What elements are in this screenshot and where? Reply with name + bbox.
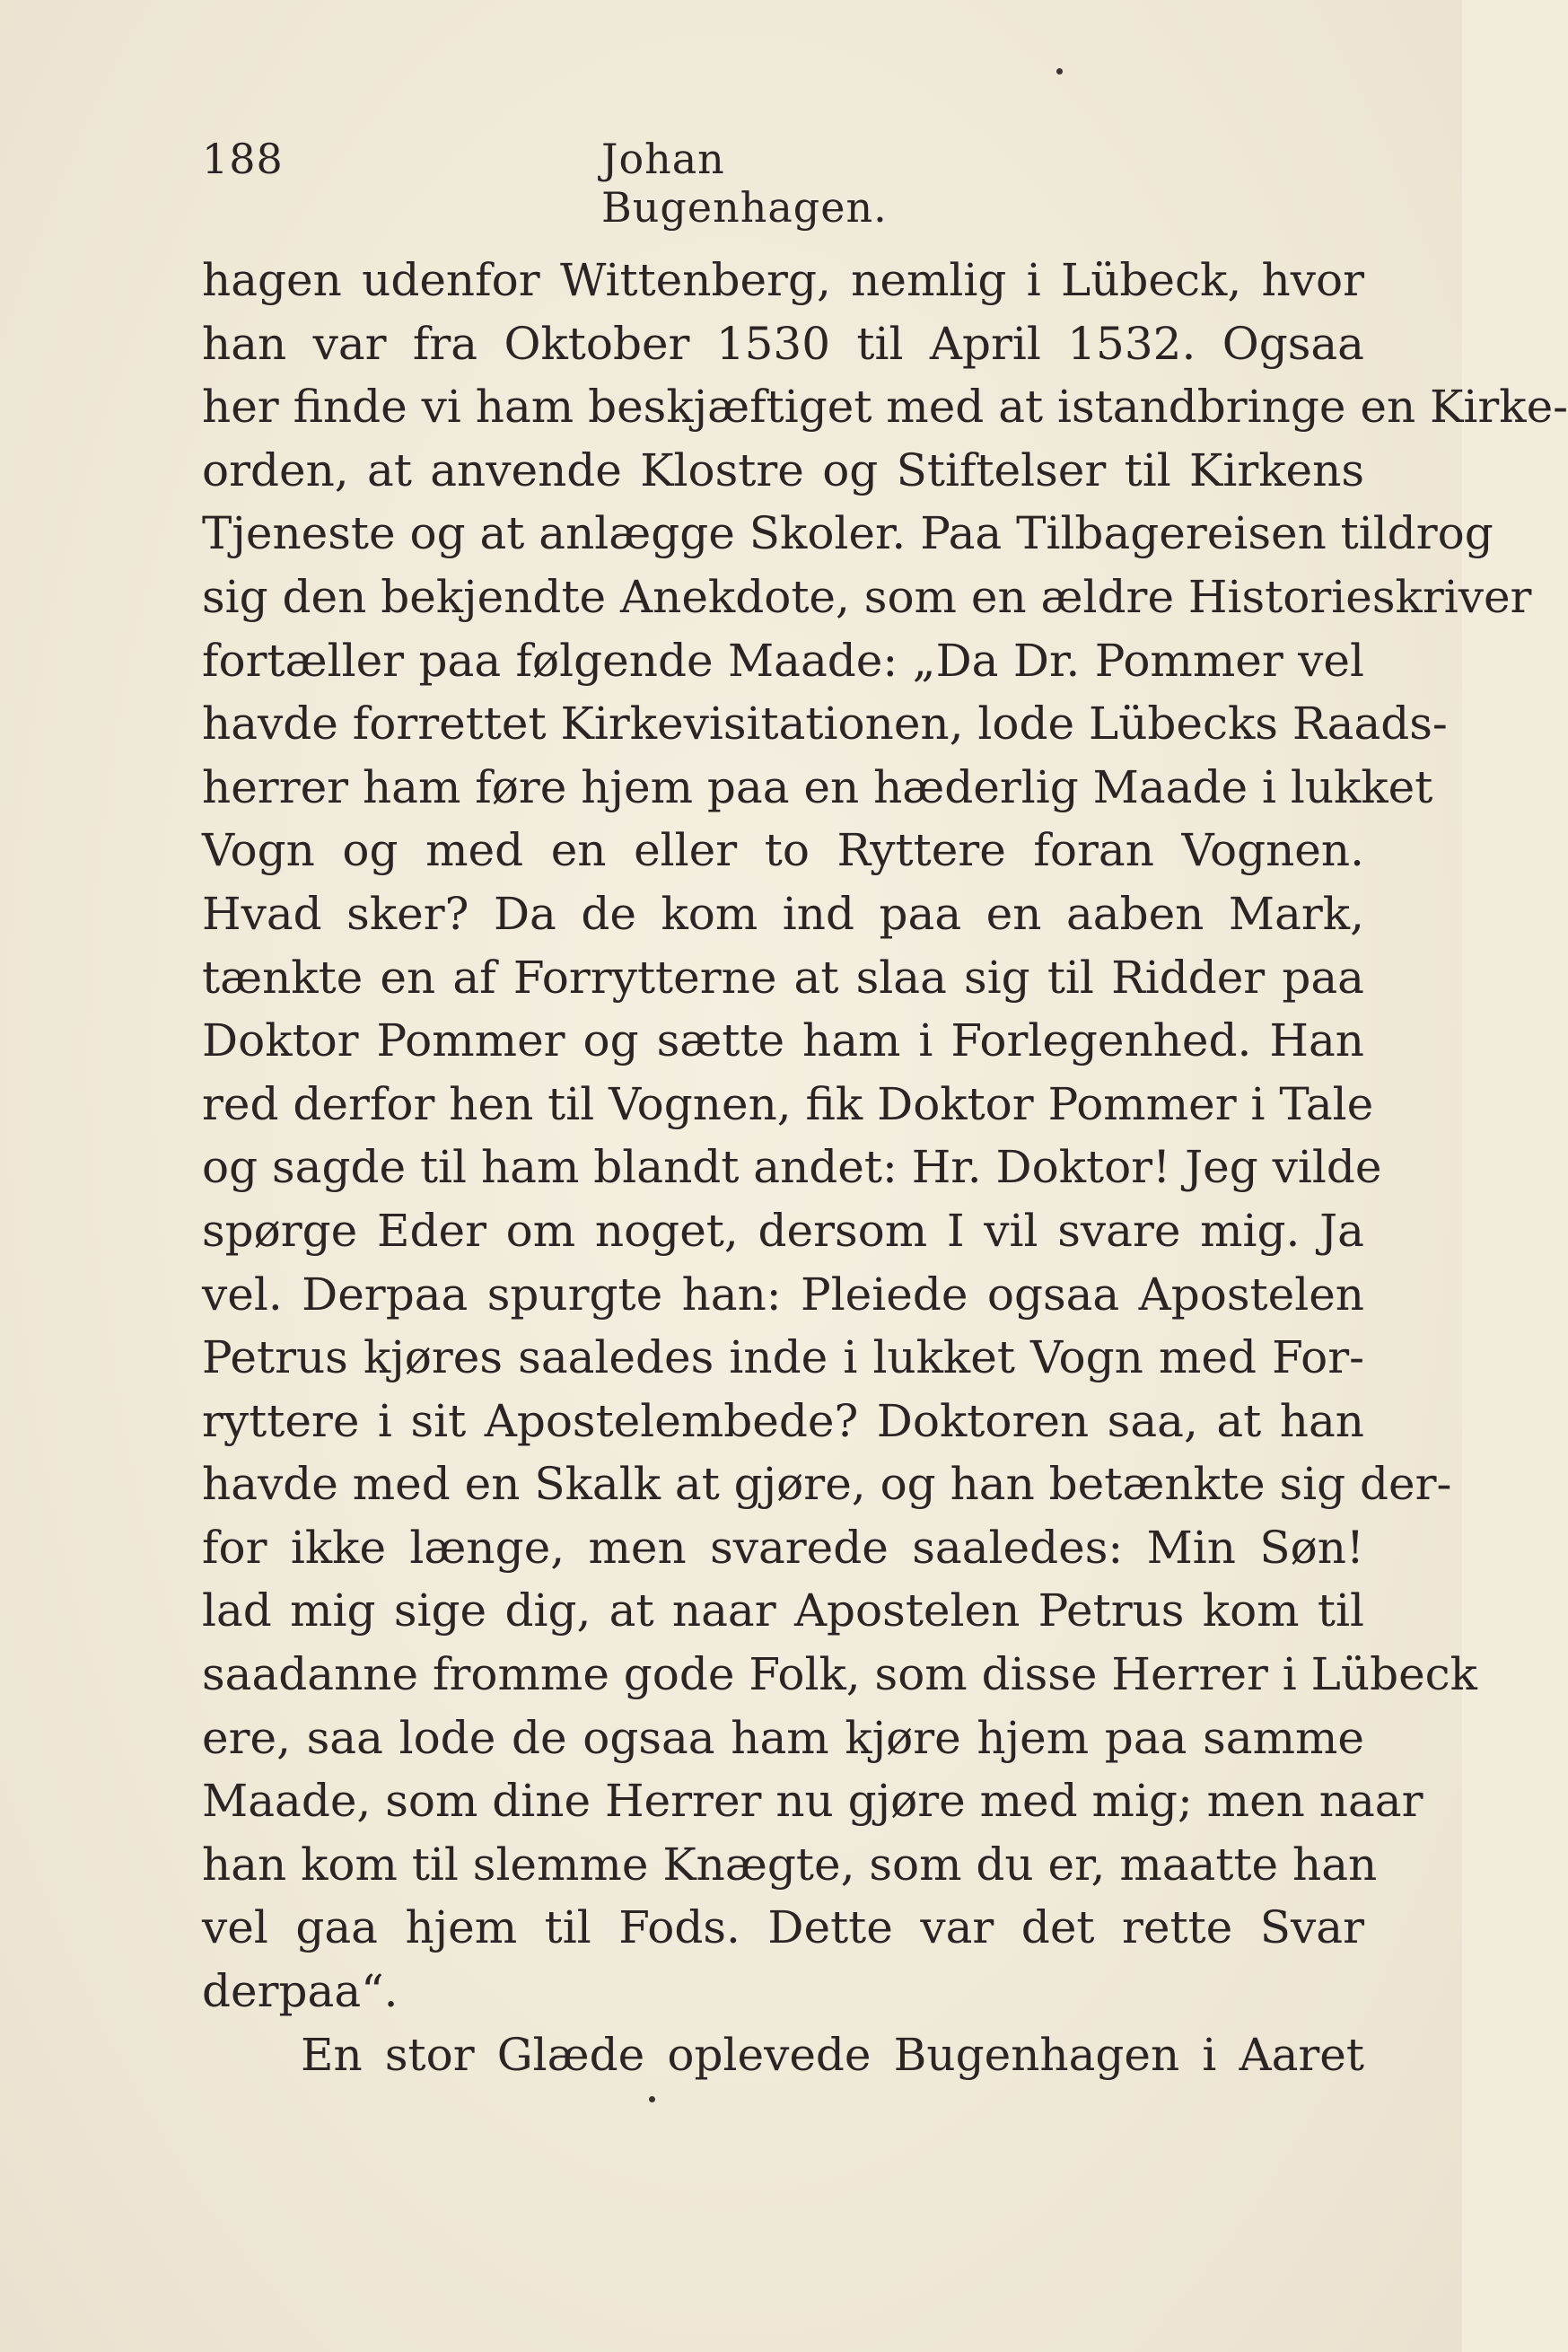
- running-title: Johan Bugenhagen.: [601, 135, 888, 232]
- ink-speck: [1056, 68, 1063, 75]
- text-line: havde forrettet Kirkevisitationen, lode Lübecks Raads-: [202, 698, 1448, 750]
- text-line: havde med en Skalk at gjøre, og han betænkte sig der-: [202, 1458, 1452, 1511]
- text-line: han kom til slemme Knægte, som du er, maatte han: [202, 1838, 1378, 1891]
- paragraph-end-line: derpaa“.: [202, 1965, 399, 2018]
- paragraph-start-line: En stor Glæde oplevede Bugenhagen i Aaret: [301, 2028, 1364, 2081]
- text-line: her finde vi ham beskjæftiget med at istandbringe en Kirke-: [202, 381, 1568, 434]
- ink-speck: [649, 2096, 655, 2102]
- body-text: [202, 249, 1568, 2086]
- text-line: vel. Derpaa spurgte han: Pleiede ogsaa Apostelen: [202, 1268, 1364, 1321]
- text-line: saadanne fromme gode Folk, som disse Herrer i Lübeck: [202, 1648, 1477, 1701]
- text-line: tænkte en af Forrytterne at slaa sig til Ridder paa: [202, 951, 1364, 1004]
- text-line: for ikke længe, men svarede saaledes: Min Søn!: [202, 1521, 1364, 1574]
- page-number: 188: [202, 135, 284, 183]
- text-line: herrer ham føre hjem paa en hæderlig Maade i lukket: [202, 760, 1433, 813]
- text-line: Maade, som dine Herrer nu gjøre med mig; men naar: [202, 1775, 1423, 1828]
- text-line: spørge Eder om noget, dersom I vil svare mig. Ja: [202, 1204, 1364, 1257]
- text-line: red derfor hen til Vognen, fik Doktor Pommer i Tale: [202, 1077, 1374, 1130]
- text-line: Hvad sker? Da de kom ind paa en aaben Mark,: [202, 887, 1364, 940]
- text-line: lad mig sige dig, at naar Apostelen Petrus kom til: [202, 1584, 1364, 1637]
- text-line: sig den bekjendte Anekdote, som en ældre Historieskriver: [202, 570, 1532, 623]
- text-line: han var fra Oktober 1530 til April 1532. Ogsaa: [202, 317, 1364, 370]
- text-line: og sagde til ham blandt andet: Hr. Doktor! Jeg vilde: [202, 1141, 1382, 1194]
- text-line: ryttere i sit Apostelembede? Doktoren saa, at han: [202, 1394, 1364, 1447]
- text-line: Petrus kjøres saaledes inde i lukket Vogn med For-: [202, 1331, 1364, 1384]
- text-line: orden, at anvende Klostre og Stiftelser til Kirkens: [202, 443, 1364, 496]
- text-line: Tjeneste og at anlægge Skoler. Paa Tilbagereisen tildrog: [202, 507, 1494, 560]
- text-line: ere, saa lode de ogsaa ham kjøre hjem paa samme: [202, 1711, 1364, 1764]
- text-line: Vogn og med en eller to Ryttere foran Vognen.: [202, 824, 1364, 877]
- text-line: vel gaa hjem til Fods. Dette var det rette Svar: [202, 1901, 1364, 1954]
- text-line: fortæller paa følgende Maade: „Da Dr. Pommer vel: [202, 634, 1364, 687]
- running-head: [202, 135, 974, 232]
- text-line: Doktor Pommer og sætte ham i Forlegenhed. Han: [202, 1014, 1364, 1067]
- text-line: hagen udenfor Wittenberg, nemlig i Lübeck, hvor: [202, 254, 1364, 306]
